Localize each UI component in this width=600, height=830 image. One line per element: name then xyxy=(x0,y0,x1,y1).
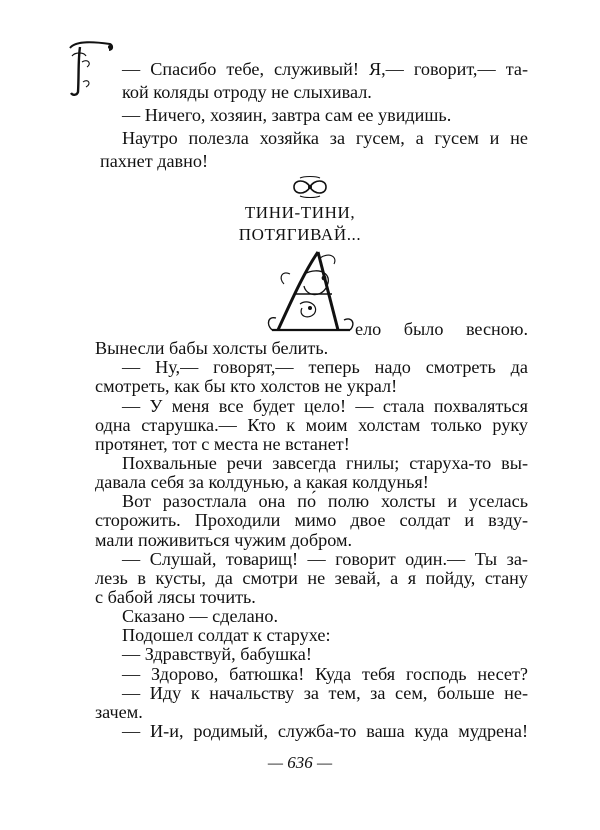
text-line: — Здорово, батюшка! Куда тебя господь несет? xyxy=(122,664,528,684)
text-line: с бабой лясы точить. xyxy=(95,587,256,607)
text-line: сторожить. Проходили мимо двое солдат и взду- xyxy=(95,510,528,530)
text-line: протянет, тот с места не встанет! xyxy=(95,434,350,454)
text-line: — Спасибо тебе, служивый! Я,— говорит,— та- xyxy=(122,59,528,79)
knot-ornament-divider xyxy=(290,176,330,198)
text-line: лезь в кусты, да смотри не зевай, а я пойду, стану xyxy=(95,568,528,588)
text-line: Подошел солдат к старухе: xyxy=(122,625,331,645)
text-line: — Здравствуй, бабушка! xyxy=(122,644,312,664)
text-line: Похвальные речи завсегда гнилы; старуха-то вы- xyxy=(122,453,528,473)
text-line: кой коляды отроду не слыхивал. xyxy=(122,82,372,102)
text-line: Вынесли бабы холсты белить. xyxy=(95,338,329,358)
text-line: — Ну,— говорят,— теперь надо смотреть да xyxy=(122,357,528,377)
drop-cap-g-ornament xyxy=(66,38,116,98)
drop-cap-d-ornament xyxy=(264,244,356,336)
text-line: — Ничего, хозяин, завтра сам ее увидишь. xyxy=(122,105,452,125)
text-line: Вот разостлала она по́ полю холсты и уселась xyxy=(122,491,528,511)
page-number: — 636 — xyxy=(267,753,333,772)
text-line: — Иду к начальству за тем, за сем, больше не- xyxy=(122,683,528,703)
text-line: давала себя за колдунью, а какая колдунья! xyxy=(95,472,429,492)
text-line: Сказано — сделано. xyxy=(122,606,279,626)
text-line: зачем. xyxy=(95,702,143,722)
text-line: — У меня все будет цело! — стала похваляться xyxy=(122,396,528,416)
text-line: Наутро полезла хозяйка за гусем, а гусем и не xyxy=(122,128,528,148)
story-title-line-1: ТИНИ-ТИНИ, xyxy=(244,203,356,222)
text-line: — Слушай, товарищ! — говорит один.— Ты за- xyxy=(122,549,528,569)
text-line: мали поживиться чужим добром. xyxy=(95,530,353,550)
text-line: пахнет давно! xyxy=(100,151,208,171)
story-title-line-2: ПОТЯГИВАЙ... xyxy=(238,225,362,244)
text-line: — И-и, родимый, служба-то ваша куда мудрена! xyxy=(122,721,528,741)
text-line: одна старушка.— Кто к моим холстам только руку xyxy=(95,415,528,435)
text-line: ело было весною. xyxy=(355,319,528,339)
text-line: смотреть, как бы кто холстов не украл! xyxy=(95,376,398,396)
